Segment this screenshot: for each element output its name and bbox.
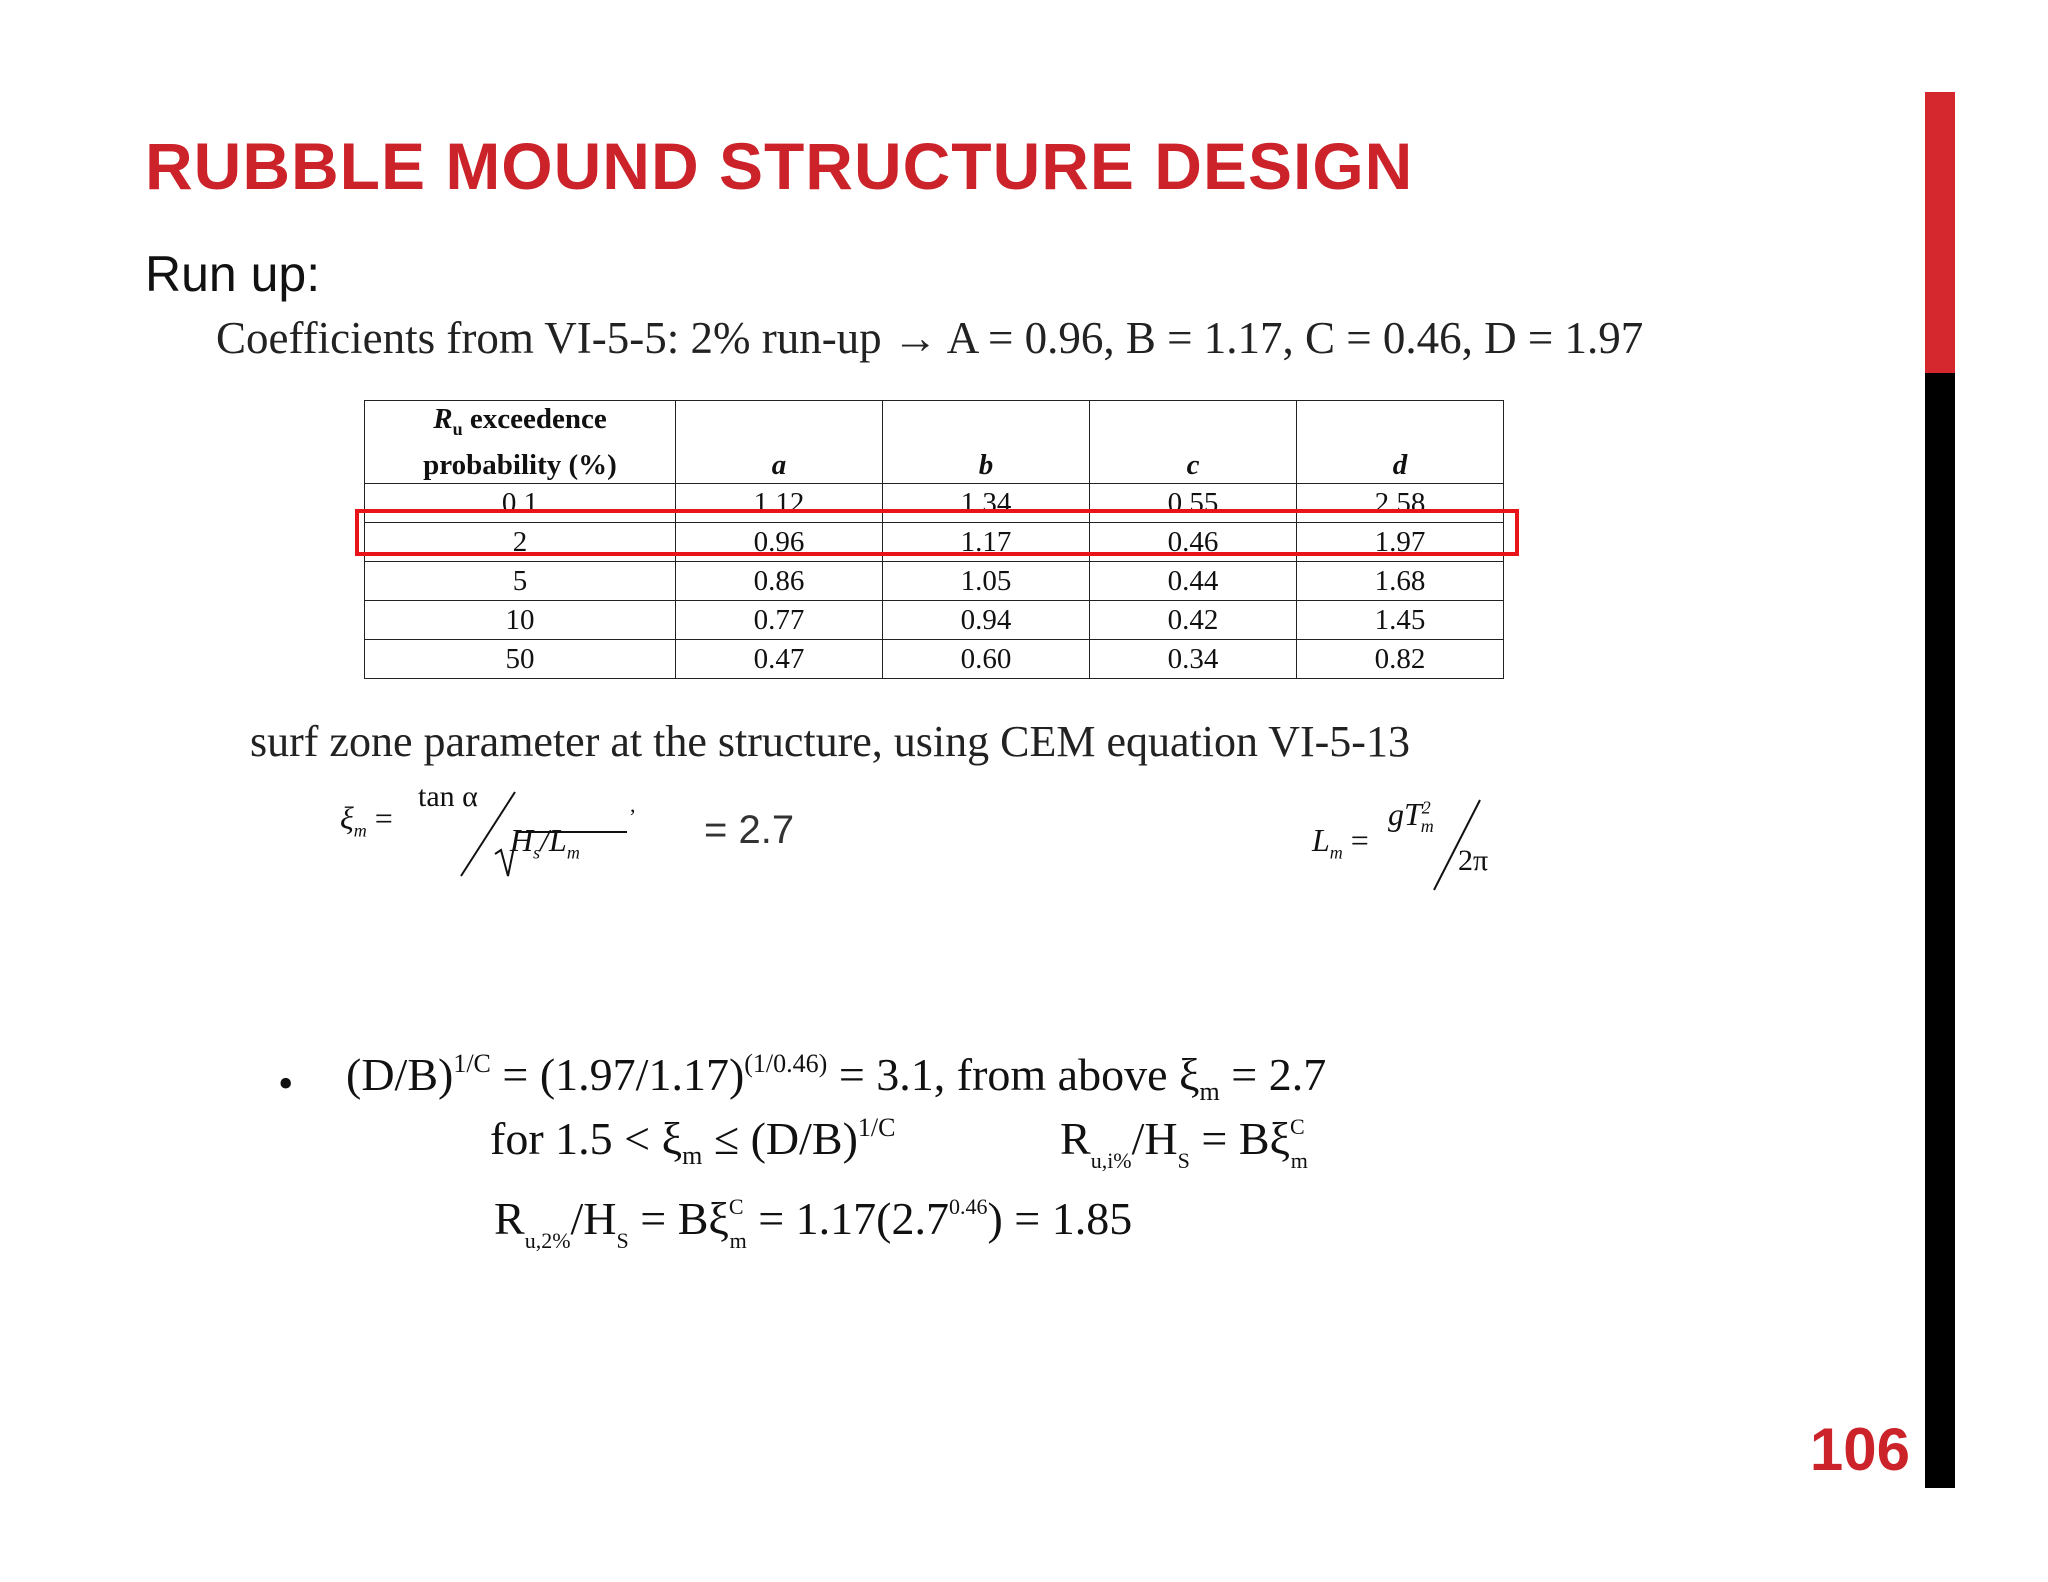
- ru2-symbol: R: [494, 1193, 525, 1244]
- table-header-d: d: [1297, 401, 1504, 484]
- table-header-b: b: [883, 401, 1090, 484]
- table-row: [365, 561, 1504, 600]
- header-probability: probability (%): [423, 448, 617, 481]
- coefficients-line: Coefficients from VI-5-5: 2% run-up → A = 0.96, B = 1.17, C = 0.46, D = 1.97: [216, 313, 1644, 363]
- db-result: = 3.1, from above ξ: [827, 1049, 1200, 1100]
- db-value: = (1.97/1.17): [490, 1049, 745, 1100]
- table-cell: 0.47: [676, 639, 883, 678]
- gt-subscript: m: [1420, 816, 1434, 837]
- lm-denominator: 2π: [1458, 844, 1489, 877]
- table-cell: 0.55: [1090, 483, 1297, 522]
- table-cell: 0.44: [1090, 561, 1297, 600]
- xi-exp: C: [1290, 1114, 1305, 1139]
- xi-comma: ,: [630, 792, 636, 817]
- table-cell: 10: [365, 600, 676, 639]
- hs-symbol: H: [510, 822, 534, 858]
- table-cell: 2.58: [1297, 483, 1504, 522]
- ru2-subscript: u,2%: [524, 1228, 571, 1253]
- table-cell: 0.1: [365, 483, 676, 522]
- xi-lhs: [340, 800, 393, 841]
- bullet-line-3-result: [494, 1192, 1132, 1254]
- xi-m-sub: m: [1290, 1148, 1308, 1173]
- xi-value: = 2.7: [1219, 1049, 1327, 1100]
- table-header-c: c: [1090, 401, 1297, 484]
- hs2-sub: S: [616, 1228, 629, 1253]
- table-cell: 0.86: [676, 561, 883, 600]
- calc-exponent: 0.46: [948, 1194, 988, 1219]
- calc-expression: = 1.17(2.7: [746, 1193, 949, 1244]
- bullet-line-1: [346, 1048, 1326, 1107]
- table-header-a: a: [676, 401, 883, 484]
- table-cell: 2: [365, 522, 676, 561]
- table-cell: 0.82: [1297, 639, 1504, 678]
- xi-equals: =: [366, 800, 393, 836]
- lm-equals: =: [1342, 822, 1369, 858]
- xi-subscript: m: [353, 820, 367, 841]
- accent-bar-black: [1925, 373, 1955, 1488]
- b-xi-2: = Bξ: [628, 1193, 729, 1244]
- condition-exponent: 1/C: [857, 1113, 896, 1142]
- condition-limit: ≤ (D/B): [702, 1113, 858, 1164]
- slide-title: RUBBLE MOUND STRUCTURE DESIGN: [145, 129, 1414, 203]
- accent-bar-red: [1925, 92, 1955, 373]
- xi-sub: m: [1199, 1077, 1220, 1106]
- hs2-over: /H: [570, 1193, 617, 1244]
- table-cell: 1.97: [1297, 522, 1504, 561]
- table-cell: 5: [365, 561, 676, 600]
- ru-subscript: u,i%: [1090, 1148, 1132, 1173]
- table-cell: 1.34: [883, 483, 1090, 522]
- table-row: [365, 600, 1504, 639]
- table-cell: 0.77: [676, 600, 883, 639]
- table-cell: 0.46: [1090, 522, 1297, 561]
- xi2-m-sub: m: [729, 1228, 747, 1253]
- calc-result: ) = 1.85: [987, 1193, 1133, 1244]
- table-cell: 0.42: [1090, 600, 1297, 639]
- db-ratio: (D/B): [346, 1049, 454, 1100]
- formula-lm: [1308, 796, 1508, 896]
- hs-subscript: s: [533, 842, 541, 863]
- xi2-exp: C: [728, 1194, 744, 1219]
- hs-over: /H: [1131, 1113, 1178, 1164]
- table-cell: 1.05: [883, 561, 1090, 600]
- highlight-box: [355, 509, 1519, 556]
- db-exponent: 1/C: [453, 1049, 491, 1078]
- rn-symbol: R: [433, 403, 453, 435]
- lm-lhs: [1312, 822, 1369, 863]
- table-cell: 0.34: [1090, 639, 1297, 678]
- lm-numerator: [1388, 796, 1434, 837]
- xi-numerator: tan α: [418, 780, 478, 813]
- lm-letter: L: [1312, 822, 1330, 858]
- subtitle: Run up:: [145, 246, 321, 302]
- table-cell: 0.94: [883, 600, 1090, 639]
- condition-text: for 1.5 < ξ: [490, 1113, 683, 1164]
- gt-symbol: gT: [1388, 796, 1422, 832]
- xi-symbol: ξ: [340, 800, 354, 836]
- db-value-exponent: (1/0.46): [744, 1049, 828, 1078]
- table-cell: 1.12: [676, 483, 883, 522]
- rn-subscript: u: [452, 418, 463, 439]
- lm-subscript: m: [566, 842, 580, 863]
- table-row: [365, 639, 1504, 678]
- lm-symbol: /L: [540, 822, 567, 858]
- surf-zone-text: surf zone parameter at the structure, using CEM equation VI-5-13: [250, 717, 1410, 766]
- page-number: 106: [1809, 1416, 1910, 1483]
- table-cell: 1.45: [1297, 600, 1504, 639]
- table-cell: 50: [365, 639, 676, 678]
- bullet-line-2-condition: [490, 1112, 895, 1171]
- b-xi: = Bξ: [1189, 1113, 1291, 1164]
- table-cell: 0.60: [883, 639, 1090, 678]
- table-header-row: [365, 401, 1504, 484]
- xi-result: = 2.7: [704, 808, 795, 852]
- ru-symbol: R: [1060, 1113, 1091, 1164]
- bullet-line-2-equation: [1060, 1112, 1308, 1174]
- xi-denominator: [510, 822, 580, 863]
- lm-lhs-subscript: m: [1329, 842, 1343, 863]
- hs-sub: S: [1177, 1148, 1190, 1173]
- gt-superscript: 2: [1421, 797, 1431, 818]
- bullet-dot: •: [278, 1059, 294, 1108]
- table-cell: 1.68: [1297, 561, 1504, 600]
- table-cell: 1.17: [883, 522, 1090, 561]
- header-exceedence: exceedence: [462, 403, 607, 435]
- table-cell: 0.96: [676, 522, 883, 561]
- formula-xi: [340, 780, 740, 890]
- condition-sub: m: [682, 1141, 703, 1170]
- table-header-probability: [365, 401, 676, 484]
